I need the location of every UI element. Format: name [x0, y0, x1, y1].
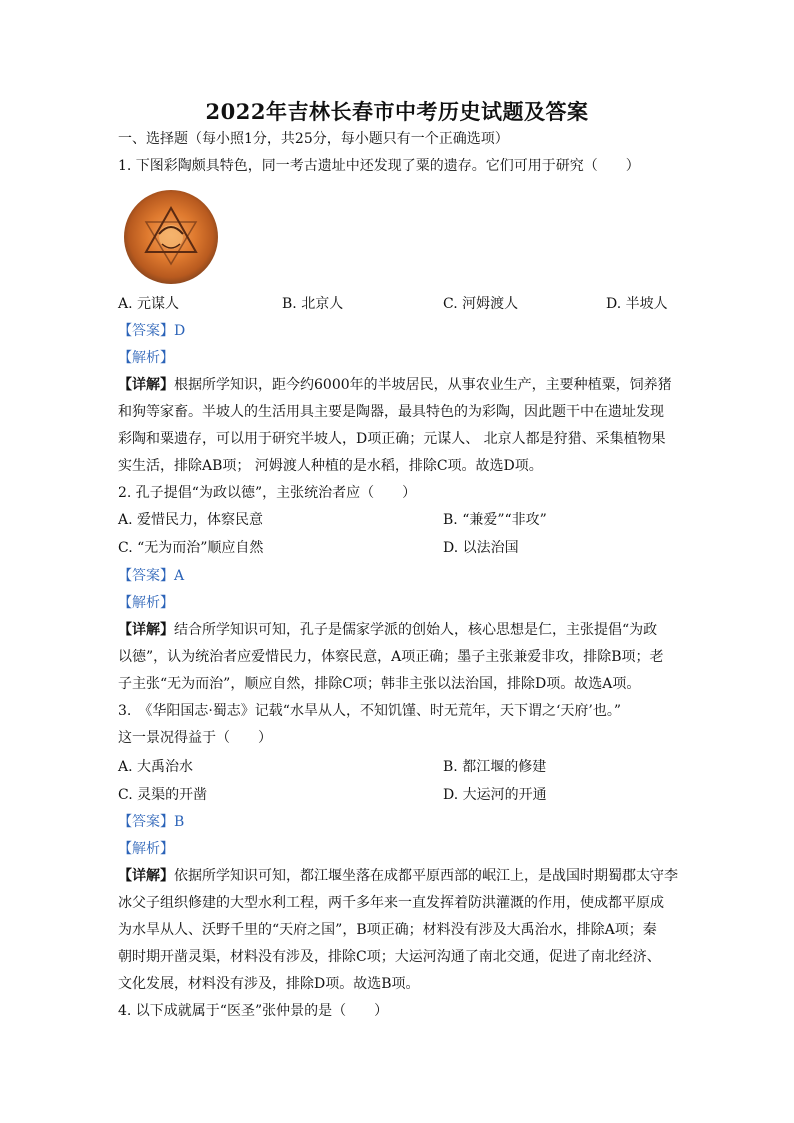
page-title: 2022年吉林长春市中考历史试题及答案	[205, 99, 589, 124]
q3-option-c: C. 灵渠的开凿	[118, 787, 208, 803]
answer-label: 【答案】	[118, 568, 174, 584]
detail-text: 依据所学知识可知，都江堰坐落在成都平原西部的岷江上，是战国时期蜀郡太守李	[174, 868, 678, 884]
question-3-stem-line-2: 这一景况得益于（ ）	[118, 730, 272, 746]
question-2-stem: 2. 孔子提倡“为政以德”，主张统治者应（ ）	[118, 485, 417, 501]
q1-detail-line-1	[118, 375, 672, 395]
painted-pottery-image	[124, 190, 218, 284]
q2-option-a: A. 爱惜民力，体察民意	[118, 512, 264, 528]
q2-detail-line-1	[118, 620, 657, 640]
q2-option-b: B. “兼爱”“非攻”	[443, 512, 547, 528]
q1-option-b: B. 北京人	[282, 296, 344, 312]
answer-value: A	[174, 568, 185, 584]
detail-label: 【详解】	[118, 377, 174, 393]
q2-answer	[118, 566, 184, 586]
answer-label: 【答案】	[118, 323, 174, 339]
q1-answer	[118, 321, 185, 341]
q3-analysis-label: 【解析】	[118, 841, 174, 857]
q1-option-c: C. 河姆渡人	[443, 296, 519, 312]
detail-label: 【详解】	[118, 622, 174, 638]
detail-text: 根据所学知识，距今约6000年的半坡居民，从事农业生产，主要种植粟，饲养猪	[174, 377, 672, 393]
q1-detail-line-3: 彩陶和粟遗存，可以用于研究半坡人，D项正确；元谋人、 北京人都是狩猎、采集植物果	[118, 431, 666, 447]
q2-option-d: D. 以法治国	[443, 540, 519, 556]
section-heading: 一、选择题（每小照1分，共25分，每小题只有一个正确选项）	[118, 131, 509, 147]
q1-option-d: D. 半坡人	[606, 296, 668, 312]
q3-option-b: B. 都江堰的修建	[443, 759, 547, 775]
q2-option-c: C. “无为而治”顺应自然	[118, 540, 264, 556]
q1-analysis-label: 【解析】	[118, 350, 174, 366]
q3-detail-line-5: 文化发展，材料没有涉及，排除D项。故选B项。	[118, 976, 420, 992]
q2-detail-line-3: 子主张“无为而治”，顺应自然，排除C项；韩非主张以法治国，排除D项。故选A项。	[118, 676, 641, 692]
answer-value: D	[174, 323, 186, 339]
question-4-stem: 4. 以下成就属于“医圣”张仲景的是（ ）	[118, 1003, 389, 1019]
q3-option-d: D. 大运河的开通	[443, 787, 547, 803]
q3-option-a: A. 大禹治水	[118, 759, 194, 775]
q1-option-a: A. 元谋人	[118, 296, 180, 312]
q3-detail-line-2: 冰父子组织修建的大型水利工程，两千多年来一直发挥着防洪灌溉的作用，使成都平原成	[118, 895, 664, 911]
answer-label: 【答案】	[118, 814, 174, 830]
detail-text: 结合所学知识可知，孔子是儒家学派的创始人，核心思想是仁，主张提倡“为政	[174, 622, 658, 638]
q3-detail-line-1	[118, 866, 678, 886]
detail-label: 【详解】	[118, 868, 174, 884]
q1-detail-line-2: 和狗等家畜。半坡人的生活用具主要是陶器，最具特色的为彩陶，因此题干中在遗址发现	[118, 404, 664, 420]
q3-answer	[118, 812, 184, 832]
q3-detail-line-3: 为水旱从人、沃野千里的“天府之国”，B项正确；材料没有涉及大禹治水，排除A项；秦	[118, 922, 657, 938]
answer-value: B	[174, 814, 185, 830]
q3-detail-line-4: 朝时期开凿灵渠，材料没有涉及，排除C项；大运河沟通了南北交通，促进了南北经济、	[118, 949, 661, 965]
question-1-stem: 1. 下图彩陶颇具特色，同一考古遗址中还发现了粟的遗存。它们可用于研究（ ）	[118, 158, 640, 174]
q1-detail-line-4: 实生活，排除AB项； 河姆渡人种植的是水稻，排除C项。故选D项。	[118, 458, 543, 474]
question-3-stem-line-1: 3. 《华阳国志·蜀志》记载“水旱从人，不知饥馑、时无荒年，天下谓之‘天府’也。”	[118, 703, 622, 719]
q2-analysis-label: 【解析】	[118, 595, 174, 611]
q2-detail-line-2: 以德”，认为统治者应爱惜民力，体察民意，A项正确；墨子主张兼爱非攻，排除B项；老	[118, 649, 664, 665]
